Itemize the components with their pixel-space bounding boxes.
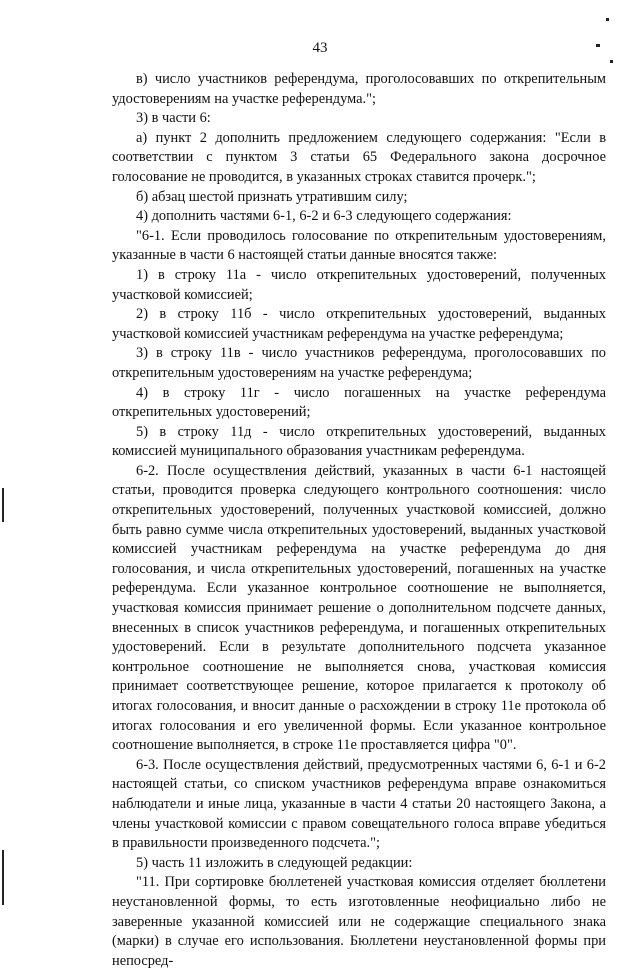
paragraph: 4) дополнить частями 6-1, 6-2 и 6-3 следующего содержания: [136,208,512,225]
paragraph: 3) в части 6: [136,110,211,127]
paragraph: "6-1. Если проводилось голосование по открепительным удостоверениям, указанные в части 6 настоящей статьи данные вносятся также: [112,227,606,264]
document-body [112,70,606,971]
paragraph: 2) в строку 11б - число открепительных удостоверений, выданных участковой комиссией участникам референдума на участке референдума; [112,306,606,342]
paragraph: 4) в строку 11г - число погашенных на участке референдума открепительных удостоверений; [112,384,606,421]
paragraph: 6-2. После осуществления действий, указанных в части 6-1 настоящей статьи, проводится проверка следующего контрольного соотношения: число открепительных удостоверений, полученных участковой комиссией, должно быть равно сумме числа открепительных удостоверений, выданных участковой комиссией участникам референдума на участке референдума до дня голосования, и числа открепительных удостоверений, погашенных на участке референдума. Если указанное контрольное соотношение не выполняется, участковая комиссия принимает решение о дополнительном подсчете данных, внесенных в список участников референдума, и погашенных открепительных удостоверений. Если в результате дополнительного подсчета указанное контрольное соотношение не выполняется снова, участковая комиссия принимает соответствующее решение, которое прилагается к протоколу об итогах голосования, и вносит данные о расхождении в строку 11е протокола об итогах голосования и его увеличенной формы. Если указанное контрольное соотношение выполняется, в строке 11е проставляется цифра "0". [112,462,606,754]
paragraph: 5) часть 11 изложить в следующей редакции: [136,854,413,871]
scan-mark [2,850,4,905]
scan-mark [596,44,600,47]
paragraph: "11. При сортировке бюллетеней участковая комиссия отделяет бюллетени неустановленной формы, то есть изготовленные неофициально либо не заверенные указанной комиссией или не содержащие специального знака (марки) в случае его использования. Бюллетени неустановленной формы при непосред- [112,874,606,969]
paragraph: 3) в строку 11в - число участников референдума, проголосовавших по открепительным удостоверениям на участке референдума; [112,345,606,381]
scan-mark [2,488,4,522]
paragraph: б) абзац шестой признать утратившим силу; [136,188,408,205]
paragraph: 6-3. После осуществления действий, предусмотренных частями 6, 6-1 и 6-2 настоящей статьи, со списком участников референдума вправе ознакомиться наблюдатели и иные лица, указанные в части 4 статьи 20 настоящего Закона, а члены участковой комиссии с правом совещательного голоса вправе убедиться в правильности произведенного подсчета."; [112,756,606,852]
scan-mark [606,18,609,21]
paragraph: 1) в строку 11а - число открепительных удостоверений, полученных участковой комиссией; [112,266,606,303]
page-number: 43 [312,40,328,56]
paragraph: в) число участников референдума, проголосовавших по открепительным удостоверениям на участке референдума."; [112,71,606,107]
paragraph: а) пункт 2 дополнить предложением следующего содержания: "Если в соответствии с пунктом 3 статьи 65 Федерального закона досрочное голосование не проводится, в указанных строках ставится прочерк."; [112,129,606,185]
scan-mark [610,60,613,63]
paragraph: 5) в строку 11д - число открепительных удостоверений, выданных комиссией муниципального образования участникам референдума. [112,423,606,460]
